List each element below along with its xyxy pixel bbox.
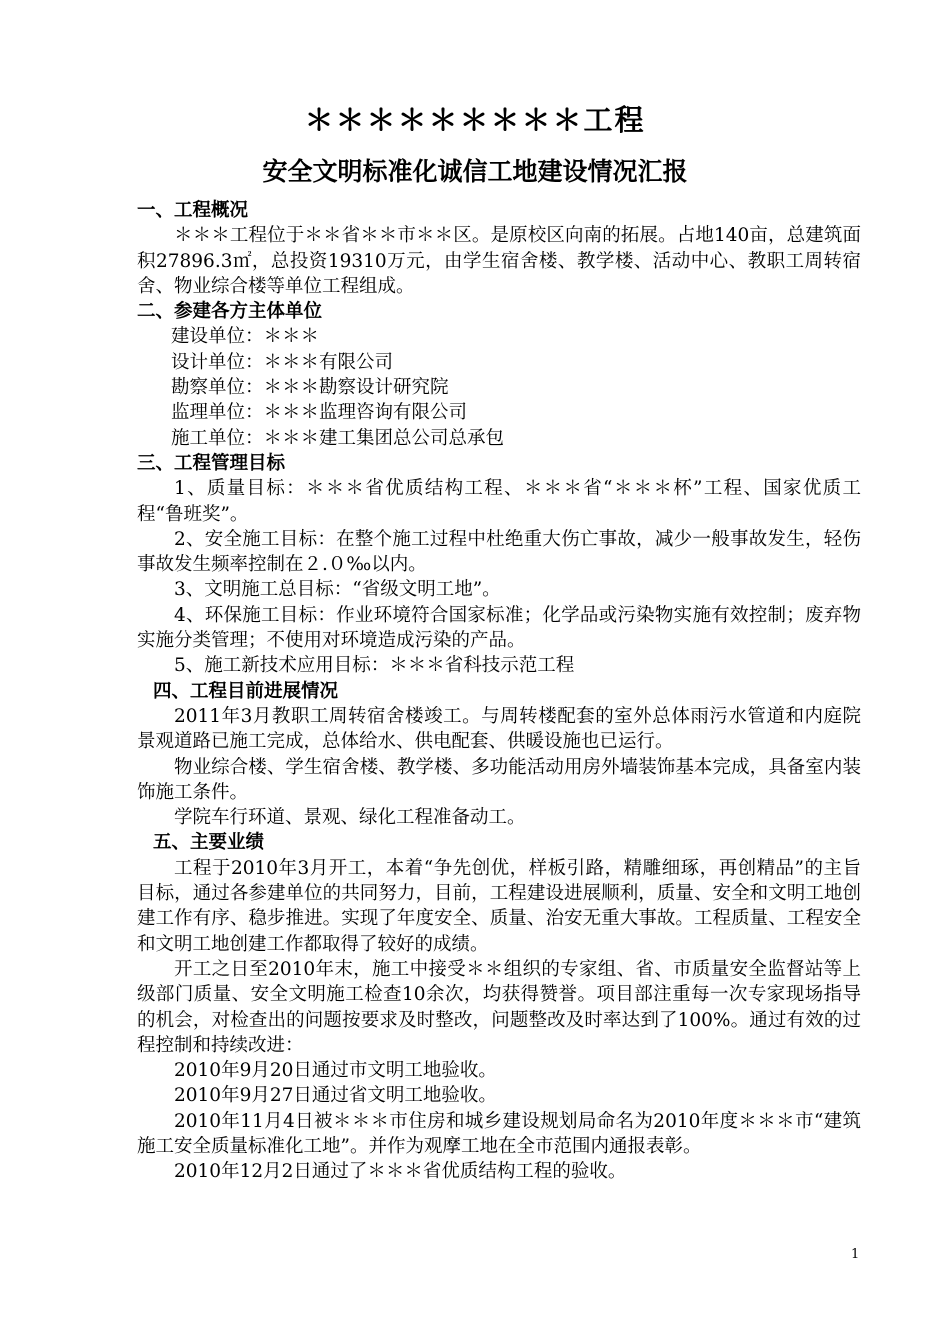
unit-line: 建设单位：＊＊＊ xyxy=(171,326,320,348)
page-number: 1 xyxy=(851,1247,860,1262)
unit-line: 施工单位：＊＊＊建工集团总公司总承包 xyxy=(171,427,505,449)
paragraph: 工程于2010年3月开工，本着“争先创优，样板引路，精雕细琢，再创精品”的主旨目标，通过各参建单位的共同努力，目前，工程建设进展顺利，质量、安全和文明工地创建工作有序、稳步推进。实现了年度安全、质量、治安无重大事故。工程质量、工程安全和文明工地创建工作都取得了较好的成绩。 xyxy=(137,857,861,955)
paragraph: 2010年9月20日通过市文明工地验收。 xyxy=(174,1060,497,1082)
paragraph: 2010年12月2日通过了＊＊＊省优质结构工程的验收。 xyxy=(174,1161,627,1183)
document-subtitle: 安全文明标准化诚信工地建设情况汇报 xyxy=(262,157,688,186)
goal-item: 4、环保施工目标：作业环境符合国家标准；化学品或污染物实施有效控制；废弃物实施分类管理；不使用对环境造成污染的产品。 xyxy=(137,604,861,652)
paragraph: 2011年3月教职工周转宿舍楼竣工。与周转楼配套的室外总体雨污水管道和内庭院景观道路已施工完成，总体给水、供电配套、供暖设施也已运行。 xyxy=(137,705,861,753)
paragraph: 物业综合楼、学生宿舍楼、教学楼、多功能活动用房外墙装饰基本完成，具备室内装饰施工条件。 xyxy=(137,756,861,803)
section-heading-participants: 二、参建各方主体单位 xyxy=(137,301,323,323)
paragraph: 学院车行环道、景观、绿化工程准备动工。 xyxy=(174,807,526,829)
paragraph: 2010年11月4日被＊＊＊市住房和城乡建设规划局命名为2010年度＊＊＊市“建筑施工安全质量标准化工地”。并作为观摩工地在全市范围内通报表彰。 xyxy=(137,1110,861,1157)
unit-line: 监理单位：＊＊＊监理咨询有限公司 xyxy=(171,402,468,424)
section-heading-overview: 一、工程概况 xyxy=(137,200,249,221)
section-heading-goals: 三、工程管理目标 xyxy=(137,452,286,474)
goal-item: 5、施工新技术应用目标：＊＊＊省科技示范工程 xyxy=(174,655,575,677)
section-heading-progress: 四、工程目前进展情况 xyxy=(153,680,339,702)
paragraph: 2010年9月27日通过省文明工地验收。 xyxy=(174,1085,497,1107)
paragraph: ＊＊＊工程位于＊＊省＊＊市＊＊区。是原校区向南的拓展。占地140亩，总建筑面积27896.3㎡，总投资19310万元，由学生宿舍楼、教学楼、活动中心、教职工周转宿舍、物业综合楼等单位工程组成。 xyxy=(137,225,861,297)
unit-line: 勘察单位：＊＊＊勘察设计研究院 xyxy=(171,377,449,399)
document-body xyxy=(137,198,861,1185)
unit-line: 设计单位：＊＊＊有限公司 xyxy=(171,351,394,373)
goal-item: 1、质量目标：＊＊＊省优质结构工程、＊＊＊省“＊＊＊杯”工程、国家优质工程“鲁班奖”。 xyxy=(137,478,861,525)
document-title: ＊＊＊＊＊＊＊＊＊工程 xyxy=(304,103,646,137)
paragraph: 开工之日至2010年末，施工中接受＊＊组织的专家组、省、市质量安全监督站等上级部门质量、安全文明施工检查10余次，均获得赞誉。项目部注重每一次专家现场指导的机会，对检查出的问题按要求及时整改，问题整改及时率达到了100%。通过有效的过程控制和持续改进： xyxy=(137,958,861,1056)
section-heading-achievements: 五、主要业绩 xyxy=(153,832,265,854)
goal-item: 3、文明施工总目标：“省级文明工地”。 xyxy=(174,579,501,601)
goal-item: 2、安全施工目标：在整个施工过程中杜绝重大伤亡事故，减少一般事故发生，轻伤事故发生频率控制在２.０‰以内。 xyxy=(137,528,861,576)
